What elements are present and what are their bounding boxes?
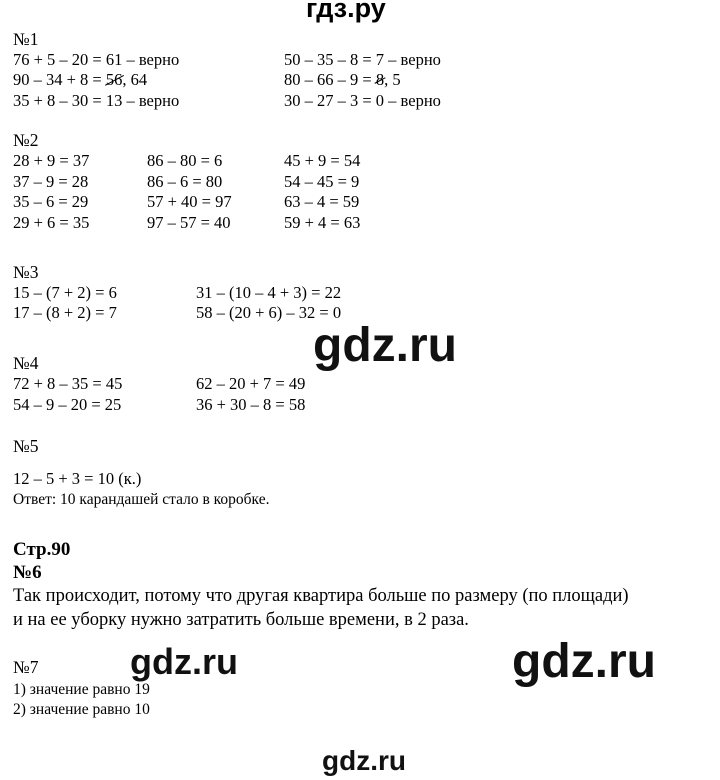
task5-answer: Ответ: 10 карандашей стало в коробке. — [13, 491, 270, 508]
task5-title: №5 — [13, 436, 39, 456]
task4-col2-line: 62 – 20 + 7 = 49 — [196, 374, 306, 393]
watermark-top: гдз.ру — [306, 0, 386, 23]
task2-col2-line: 57 + 40 = 97 — [147, 192, 232, 211]
task1-title: №1 — [13, 29, 39, 49]
task1-left-line-3: 35 + 8 – 30 = 13 – верно — [13, 91, 180, 110]
task1-left-line-2: 90 – 34 + 8 = 56, 64 — [13, 70, 148, 89]
task2-col3-line: 54 – 45 = 9 — [284, 172, 360, 191]
task1-left-line-1: 76 + 5 – 20 = 61 – верно — [13, 50, 180, 69]
task1-right-line-2: 80 – 66 – 9 = 8, 5 — [284, 70, 401, 89]
struck-value: 56 — [105, 70, 123, 89]
task3-title: №3 — [13, 262, 39, 282]
task2-col1-line: 35 – 6 = 29 — [13, 192, 89, 211]
struck-value: 8 — [375, 70, 385, 89]
watermark-footer: gdz.ru — [322, 745, 406, 776]
task2-col1-line: 28 + 9 = 37 — [13, 151, 90, 170]
task7-item-2: 2) значение равно 10 — [13, 701, 150, 718]
task2-col2-line: 97 – 57 = 40 — [147, 213, 231, 232]
task3-col2-line: 31 – (10 – 4 + 3) = 22 — [196, 283, 342, 302]
task2-col3-line: 63 – 4 = 59 — [284, 192, 360, 211]
page-label: Стр.90 — [13, 539, 71, 560]
task6-line-1: Так происходит, потому что другая квартира больше по размеру (по площади) — [13, 586, 629, 606]
task1-right-line-1: 50 – 35 – 8 = 7 – верно — [284, 50, 441, 69]
task2-col3-line: 45 + 9 = 54 — [284, 151, 361, 170]
task3-col1-line: 15 – (7 + 2) = 6 — [13, 283, 117, 302]
task4-title: №4 — [13, 353, 39, 373]
task2-col3-line: 59 + 4 = 63 — [284, 213, 361, 232]
task4-col1-line: 72 + 8 – 35 = 45 — [13, 374, 123, 393]
task3-col1-line: 17 – (8 + 2) = 7 — [13, 303, 117, 322]
task2-col1-line: 29 + 6 = 35 — [13, 213, 90, 232]
task4-col1-line: 54 – 9 – 20 = 25 — [13, 395, 122, 414]
watermark-middle: gdz.ru — [313, 319, 457, 372]
task2-title: №2 — [13, 130, 39, 150]
task6-line-2: и на ее уборку нужно затратить больше времени, в 2 раза. — [13, 610, 469, 630]
task2-col2-line: 86 – 80 = 6 — [147, 151, 223, 170]
task1-right-line-3: 30 – 27 – 3 = 0 – верно — [284, 91, 441, 110]
task7-title: №7 — [13, 657, 39, 677]
task6-title: №6 — [13, 562, 42, 583]
task7-item-1: 1) значение равно 19 — [13, 681, 150, 698]
watermark-bottom-right: gdz.ru — [512, 635, 656, 688]
watermark-bottom-left: gdz.ru — [130, 641, 238, 682]
task4-col2-line: 36 + 30 – 8 = 58 — [196, 395, 306, 414]
task3-col2-line: 58 – (20 + 6) – 32 = 0 — [196, 303, 342, 322]
task2-col1-line: 37 – 9 = 28 — [13, 172, 89, 191]
task2-col2-line: 86 – 6 = 80 — [147, 172, 223, 191]
task5-expression: 12 – 5 + 3 = 10 (к.) — [13, 469, 142, 488]
